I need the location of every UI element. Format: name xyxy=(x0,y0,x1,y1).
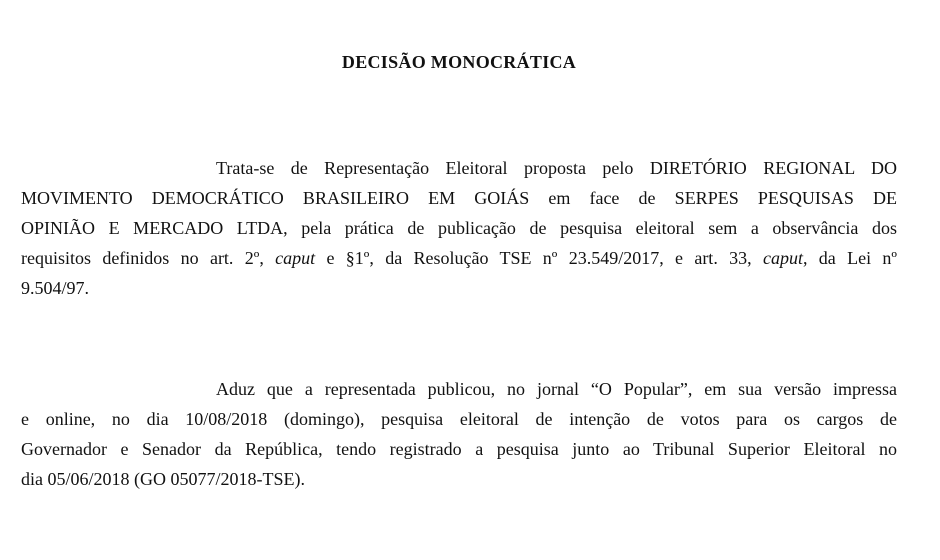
text-segment: Aduz que a representada publicou, no jornal “O Popular”, em sua versão impressa xyxy=(216,379,897,399)
italic-text-segment: caput xyxy=(762,248,803,268)
paragraph-line xyxy=(21,153,897,183)
italic-text-segment: caput xyxy=(275,248,316,268)
text-segment: 9.504/97. xyxy=(21,278,90,298)
text-segment: e online, no dia 10/08/2018 (domingo), pesquisa eleitoral de intenção de votos para os cargos de xyxy=(21,409,897,429)
text-segment: MOVIMENTO DEMOCRÁTICO BRASILEIRO EM GOIÁS em face de SERPES PESQUISAS DE xyxy=(21,188,897,208)
paragraph-line xyxy=(21,243,897,273)
text-segment: Governador e Senador da República, tendo registrado a pesquisa junto ao Tribunal Superior Eleitoral no xyxy=(21,439,897,459)
text-segment: OPINIÃO E MERCADO LTDA, pela prática de publicação de pesquisa eleitoral sem a observância dos xyxy=(21,218,897,238)
text-segment: e §1º, da Resolução TSE nº 23.549/2017, e art. 33, xyxy=(315,248,763,268)
paragraph-line xyxy=(21,374,897,404)
paragraph-line xyxy=(21,213,897,243)
text-segment: Trata-se de Representação Eleitoral proposta pelo DIRETÓRIO REGIONAL DO xyxy=(216,158,897,178)
text-segment: dia 05/06/2018 (GO 05077/2018-TSE). xyxy=(21,469,305,489)
paragraph-line xyxy=(21,404,897,434)
text-segment: requisitos definidos no art. 2º, xyxy=(21,248,276,268)
paragraph-line xyxy=(21,464,897,494)
paragraph-1 xyxy=(21,153,897,303)
paragraph-line xyxy=(21,183,897,213)
document-title: DECISÃO MONOCRÁTICA xyxy=(341,52,577,72)
paragraph-line xyxy=(21,273,897,303)
paragraph-2 xyxy=(21,374,897,494)
paragraph-line xyxy=(21,434,897,464)
text-segment: , da Lei nº xyxy=(802,248,897,268)
